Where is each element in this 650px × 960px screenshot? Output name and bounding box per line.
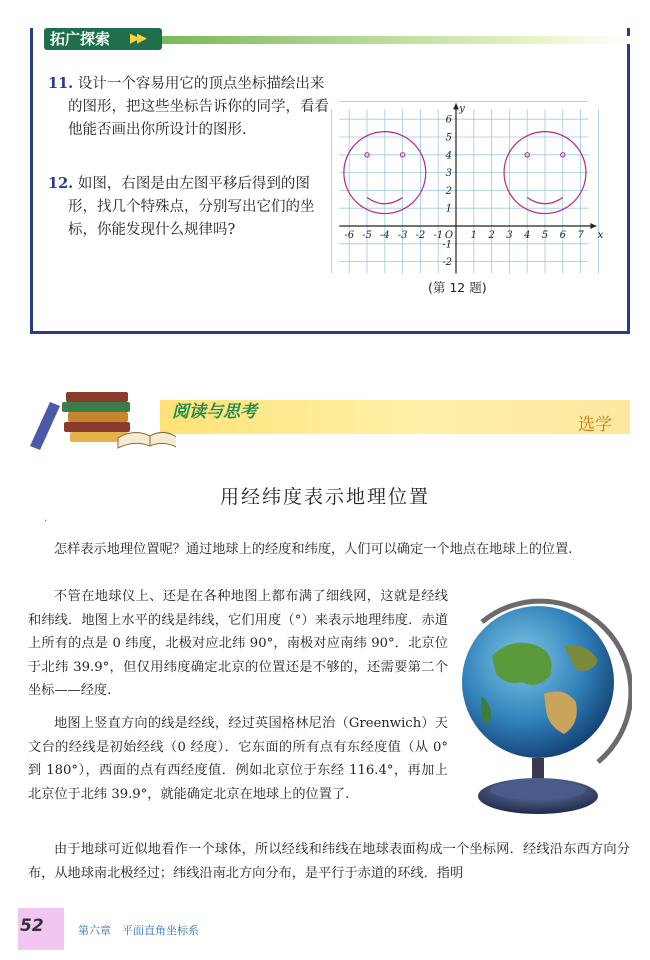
y-tick-label: 1 xyxy=(445,203,452,215)
paragraph-3: 地图上竖直方向的线是经线，经过英国格林尼治（Greenwich）天文台的经线是初始经线（0 经度）．它东面的所有点有东经度值（从 0°到 180°），西面的点有西经度值．例如北京位于东经 116.4°，再加上北京位于北纬 39.9°，就能确定北京在地球上的位置了. xyxy=(28,716,448,802)
x-tick-label: -4 xyxy=(379,230,390,241)
y-tick-label: 4 xyxy=(445,150,452,162)
x-tick-label: -6 xyxy=(344,230,355,241)
paragraph-2: 不管在地球仪上、还是在各种地图上都布满了细线网，这就是经线和纬线．地图上水平的线是纬线，它们用度（°）来表示地理纬度．赤道上所有的点是 0 纬度，北极对应北纬 90°，南极对应南纬 90°．北京位于北纬 39.9°，但仅用纬度确定北京的位置还是不够的，还需要第二个坐标——经度. xyxy=(28,589,448,698)
question-11 xyxy=(48,72,338,142)
question-text: 设计一个容易用它的顶点坐标描绘出来的图形，把这些坐标告诉你的同学，看看他能否画出你所设计的图形. xyxy=(68,76,329,138)
x-tick-label: -5 xyxy=(362,230,372,241)
books-illustration xyxy=(26,388,176,454)
reading-section-title: 阅读与思考 xyxy=(172,402,257,422)
globe-illustration xyxy=(452,586,632,822)
grid-lines xyxy=(331,101,598,276)
coordinate-grid-figure xyxy=(320,70,620,276)
chapter-label: 第六章 平面直角坐标系 xyxy=(78,924,199,937)
y-tick-label: 5 xyxy=(445,132,452,144)
exploration-title: 拓广探索 xyxy=(50,30,111,48)
question-number: 12. xyxy=(48,175,74,192)
page-number: 52 xyxy=(20,916,44,936)
elective-label: 选学 xyxy=(578,415,612,435)
x-tick-label: -3 xyxy=(397,230,408,241)
paragraph-1: 怎样表示地理位置呢？通过地球上的经度和纬度，人们可以确定一个地点在地球上的位置. xyxy=(54,542,573,557)
x-axis-label: x xyxy=(597,230,604,241)
x-tick-label: 2 xyxy=(488,230,495,241)
figure-caption: (第 12 题) xyxy=(428,280,487,295)
y-tick-label: -1 xyxy=(442,239,452,251)
dot-mark: · xyxy=(44,516,48,527)
x-tick-label: 4 xyxy=(524,230,531,241)
y-axis-label: y xyxy=(459,103,465,115)
x-tick-label: -1 xyxy=(433,230,444,241)
x-tick-label: 3 xyxy=(506,230,513,241)
double-arrow-icon: ▶▶ xyxy=(130,31,144,46)
question-text: 如图，右图是由左图平移后得到的图形，找几个特殊点，分别写出它们的坐标，你能发现什么规律吗? xyxy=(68,176,315,238)
exploration-header-bar xyxy=(162,36,630,44)
y-tick-label: 3 xyxy=(445,168,452,180)
x-tick-label: 1 xyxy=(470,230,477,241)
question-number: 11. xyxy=(48,75,74,92)
y-axis-arrow xyxy=(453,103,459,109)
x-tick-label: 7 xyxy=(577,230,584,241)
x-tick-label: 5 xyxy=(541,230,549,241)
y-tick-label: 2 xyxy=(445,185,452,197)
x-tick-label: 6 xyxy=(559,230,566,241)
question-12 xyxy=(48,172,338,242)
y-tick-label: -2 xyxy=(442,257,452,269)
origin-label: O xyxy=(444,230,454,241)
x-tick-label: -2 xyxy=(415,230,426,241)
axes xyxy=(339,103,596,273)
paragraph-4: 由于地球可近似地看作一个球体，所以经线和纬线在地球表面构成一个坐标网．经线沿东西方向分布，从地球南北极经过；纬线沿南北方向分布，是平行于赤道的环线．指明 xyxy=(28,842,630,881)
article-title: 用经纬度表示地理位置 xyxy=(219,486,430,508)
x-axis-arrow xyxy=(590,223,596,229)
y-tick-label: 6 xyxy=(445,114,452,126)
